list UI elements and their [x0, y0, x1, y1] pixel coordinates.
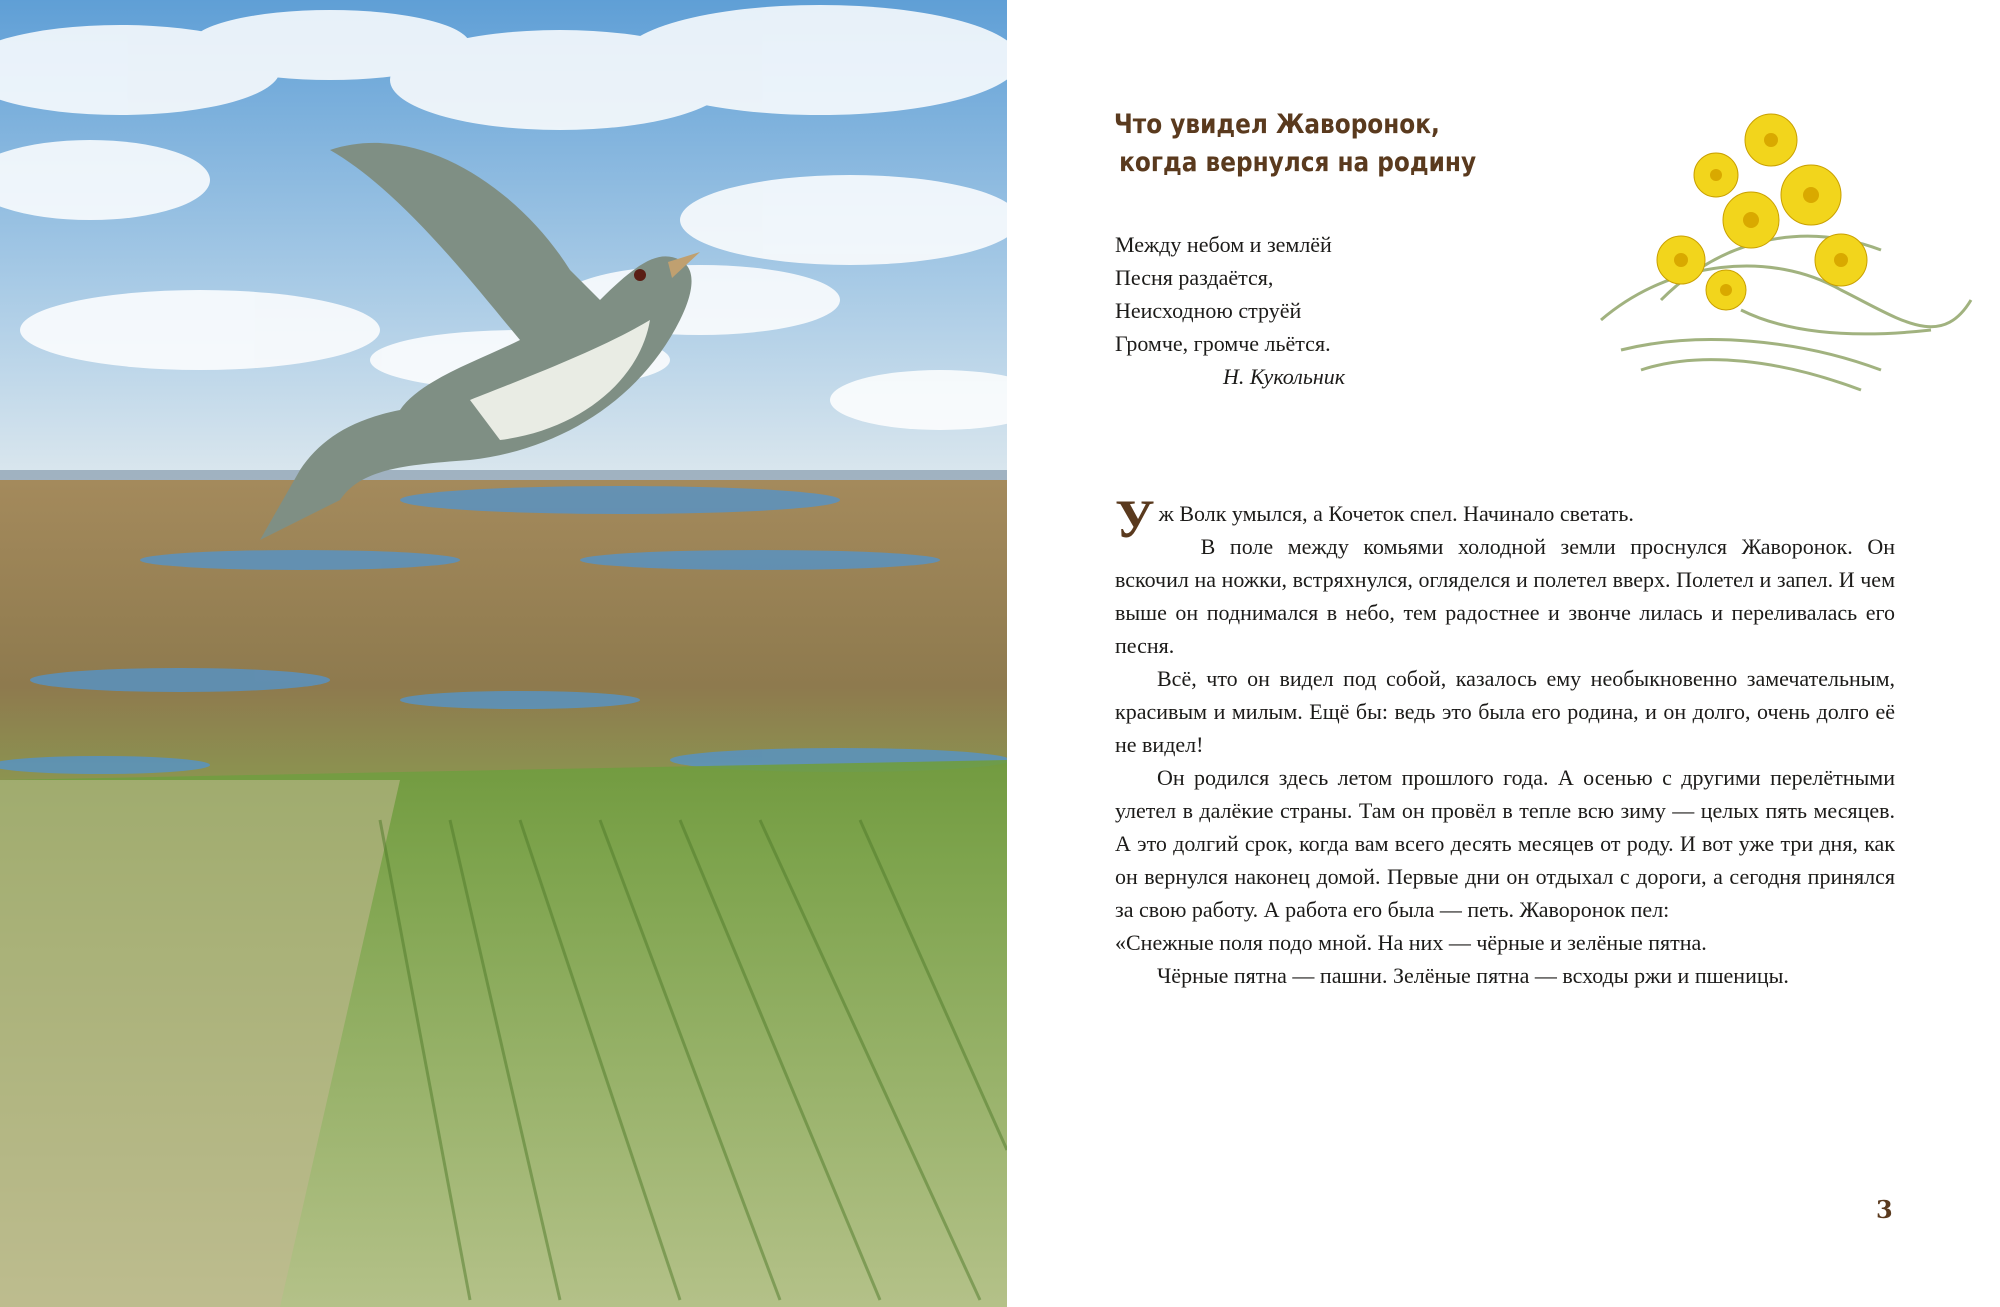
paragraph-1	[1115, 489, 1895, 549]
epigraph	[1115, 228, 1435, 393]
page-number: 3	[1876, 1195, 1893, 1224]
flower-drawing	[1581, 100, 1981, 400]
chapter-title	[1114, 106, 1561, 182]
paragraph-3: Всё, что он видел под собой, казалось ему необыкновенно замечательным, красивым и милым. Ещё бы: ведь это была его родина, и он долго, очень долго её не видел!	[1115, 666, 1895, 757]
story-text	[1115, 489, 1895, 992]
dropcap: У	[1115, 489, 1155, 549]
title-line-1: Что увидел Жаворонок,	[1114, 109, 1440, 140]
epigraph-line-2: Песня раздаётся,	[1115, 265, 1274, 290]
paragraph-6: Чёрные пятна — пашни. Зелёные пятна — всходы ржи и пшеницы.	[1157, 963, 1789, 988]
paragraph-4: Он родился здесь летом прошлого года. А осенью с другими перелётными улетел в далёкие страны. Там он провёл в тепле всю зиму — целых пять месяцев. А это долгий срок, когда вам всего десять месяцев от роду. И вот уже три дня, как он вернулся наконец домой. Первые дни он отдыхал с дороги, а сегодня принялся за свою работу. А работа его была — петь. Жаворонок пел:	[1115, 765, 1895, 922]
paragraph-1-text: ж Волк умылся, а Кочеток спел. Начинало светать.	[1158, 501, 1634, 526]
title-line-2: когда вернулся на родину	[1119, 147, 1477, 178]
paragraph-2: В поле между комьями холодной земли проснулся Жаворонок. Он вскочил на ножки, встряхнулся, огляделся и полетел вверх. Полетел и запел. И чем выше он поднимался в небо, тем радостнее и звонче лилась и переливалась его песня.	[1115, 534, 1895, 658]
epigraph-line-3: Неисходною струёй	[1115, 298, 1302, 323]
epigraph-author: Н. Кукольник	[1223, 364, 1346, 389]
coltsfoot-illustration	[1581, 100, 1981, 400]
epigraph-line-1: Между небом и землёй	[1115, 232, 1332, 257]
epigraph-line-4: Громче, громче льётся.	[1115, 331, 1331, 356]
paragraph-5: «Снежные поля подо мной. На них — чёрные и зелёные пятна.	[1115, 930, 1707, 955]
text-page	[1007, 0, 2000, 1307]
